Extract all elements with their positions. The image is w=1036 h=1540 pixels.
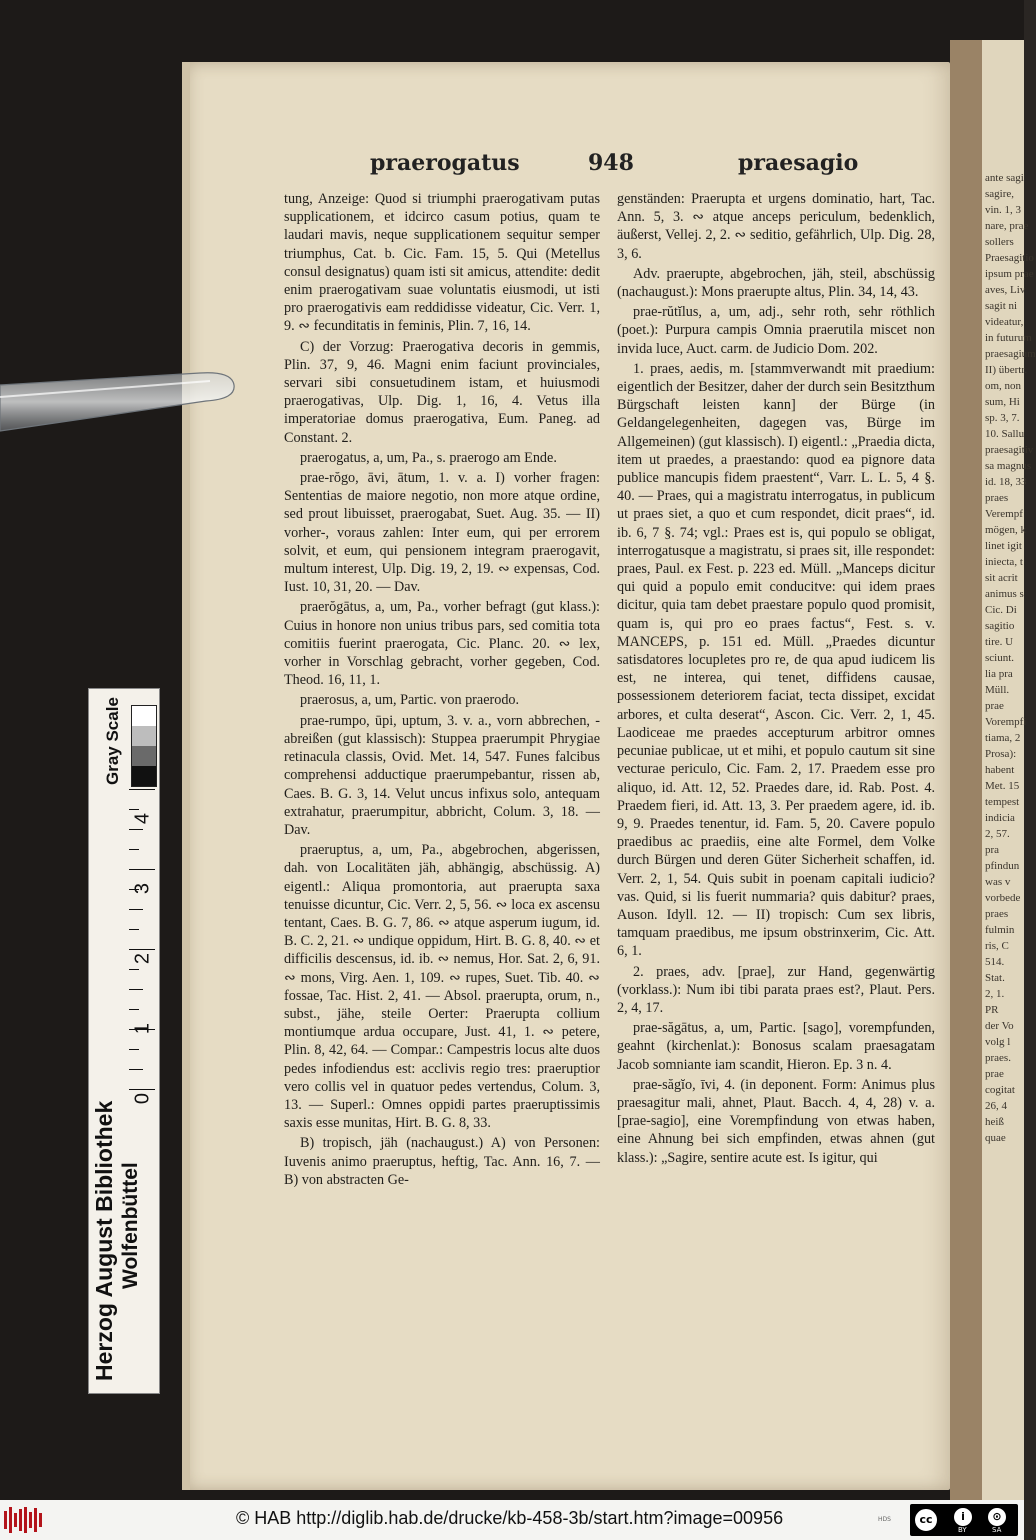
margin-fragment: der Vo: [985, 1020, 1014, 1032]
margin-fragment: vin. 1, 3: [985, 204, 1022, 216]
scale-number: 3: [131, 882, 154, 895]
margin-fragment: was v: [985, 876, 1011, 888]
header-left-word: praerogatus: [370, 150, 520, 176]
margin-fragment: praes: [985, 908, 1009, 920]
centimeter-ruler: [129, 789, 157, 1089]
margin-fragment: sollers: [985, 236, 1014, 248]
margin-fragment: tire. U: [985, 636, 1014, 648]
margin-fragment: volg l: [985, 1036, 1011, 1048]
margin-fragment: sagitio: [985, 620, 1015, 632]
margin-fragment: Prosa):: [985, 748, 1017, 760]
dictionary-entry: praerosus, a, um, Partic. von praerodo.: [300, 692, 520, 709]
cc-license-badge[interactable]: [910, 1504, 1018, 1536]
margin-fragment: cogitat: [985, 1084, 1015, 1096]
hab-logo-icon: [4, 1507, 44, 1533]
margin-fragment: praesagium: [985, 348, 1036, 360]
margin-fragment: linet igit: [985, 540, 1022, 552]
dictionary-entry: prae-rŭtĭlus, a, um, adj., sehr roth, sehr röthlich (poet.): Purpura campis Omnia praerutila miscet non invida luce, Auct. carm. de Judicio Dom. 202.: [617, 304, 935, 357]
margin-fragment: 10. Sallu: [985, 428, 1025, 440]
by-label: BY: [958, 1526, 967, 1534]
scale-number: 2: [131, 952, 154, 965]
margin-fragment: quae: [985, 1132, 1006, 1144]
margin-fragment: in futurum: [985, 332, 1032, 344]
margin-fragment: prae: [985, 700, 1004, 712]
by-icon: i: [952, 1506, 974, 1528]
color-calibration-scale: [88, 688, 160, 1394]
paragraph: C) der Vorzug: Praerogativa decoris in gemmis, Plin. 37, 9, 46. Magni enim faciunt provinciales, servari sibi consuetudinem istam, et huiusmodi praerogativas, Ulp. Dig. 1, 16, 4. Vetus illa imperatoriae domus praerogativa, Eum. Paneg. ad Constant. 2.: [284, 338, 600, 446]
scale-number: 4: [131, 812, 154, 825]
paragraph: tung, Anzeige: Quod si triumphi praerogativam putas supplicationem, et idcirco casum potius, quam te laudari mavis, neque supplicationem sequitur semper triumphus, Cat. b. Cic. Fam. 15, 5. Qui (Metellus consul designatus) quam isti sit amicus, attendite: dedit enim praerogativam suae voluntatis eiusmodi, ut isti pro praerogativis eam reddidisse videatur, Cic. Verr. 1, 9. ∾ fecunditatis in feminis, Plin. 7, 16, 14.: [284, 191, 600, 335]
footer-bar: [0, 1500, 1024, 1540]
margin-fragment: Vorempfi: [985, 716, 1027, 728]
margin-fragment: PR: [985, 1004, 999, 1016]
margin-fragment: praes: [985, 492, 1009, 504]
margin-fragment: vorbede: [985, 892, 1021, 904]
margin-fragment: praes.: [985, 1052, 1011, 1064]
sa-icon: ⊙: [986, 1506, 1008, 1528]
margin-fragment: sagit ni: [985, 300, 1018, 312]
dictionary-entry: 1. praes, aedis, m. [stammverwandt mit praedium: eigentlich der Besitzer, daher der durch sein Besitzthum Bürgschaft leisten kann] der Bürge (in Geldangelegenheiten, dagegen vas, Bürge im Allgemeinen) (gut klassisch). I) eigentl.: „Praedia dicta, item ut praedes, a praestando: quod ea pignore data publice mancupis fidem praestent“, Varr. L. L. 5, 4 §. 40. — Praes, qui a magistratu interrogatus, in publicum ut praes siet, a quo et cum respondet, dicit praes“, id. ib. 6, 7 §. 74; vgl.: Praes est is, qui populo se obligat, interrogatusque a magistratu, si praes sit, ille respondet: praes, Paul. ex Fest. p. 223 ed. Müll. „Manceps dicitur qui quid a populo emit conducitve: qui idem praes dicitur, quia tam debet praestare populo quod promisit, quam is, qui pro eo praes factus“, Fest. s. v. MANCEPS, p. 151 ed. Müll. „Praedes dicuntur satisdatores locupletes pro re, de qua apud iudicem lis est, ne interea, qui tenet, diffidens causae, possessionem deteriorem faciat, tecta dissipet, excidat arbores, et culta deserat“, Ascon. Cic. Verr. 2, 1, 45. Laodiceae me praedes accepturum arbitror omnes pecuniae publicae, ut et mihi, et populo cautum sit sine vecturae periculo, Cic. Fam. 2, 17. Praedem esse pro aliquo, id. Att. 12, 52. Praedes dare, id. Rab. Post. 4. Praedem fieri, id. Att. 13, 3. Per praedem agere, id. ib. 9, 9. Praedes tenentur, id. Fam. 5, 20. Cavere populo praedibus ac praediis, eine alte Formel, dem Volke durch Bürgen und deren Güter Sicherheit schaffen, id. Verr. 2, 1, 54. Quis subit in poenam capitali iudicio? vas. Quid, si lis fuerit nummaria? quis dabitur? praes, Auson. Idyll. 12. — II) tropisch: Cum sex libris, tamquam praedibus, me ipsum obstrinxerim, Cic. Att. 6, 1.: [617, 360, 935, 960]
margin-fragment: Stat.: [985, 972, 1005, 984]
margin-fragment: animus s: [985, 588, 1024, 600]
margin-fragment: pfindun: [985, 860, 1020, 872]
gray-scale-label: Gray Scale: [103, 697, 122, 785]
adjacent-page-margin-text: [985, 170, 1036, 1350]
institution-city: Wolfenbüttel: [119, 1162, 142, 1289]
margin-fragment: sp. 3, 7.: [985, 412, 1020, 424]
dictionary-entry: praeruptus, a, um, Pa., abgebrochen, abgerissen, dah. von Localitäten jäh, abhängig, abschüssig. A) eigentl.: Aliqua promontoria, aut praerupta saxa tenuisse dicuntur, Cic. Verr. 2, 5, 56. ∾ loca ex ascensu tentant, Caes. B. G. 7, 86. ∾ atque asperum iugum, id. B. C. 2, 21. ∾ undique oppidum, Hirt. B. G. 8, 40. ∾ et difficilis descensus, id. ib. ∾ nemus, Hor. Sat. 2, 6, 91. ∾ mons, Virg. Aen. 1, 109. ∾ rupes, Suet. Tib. 40. ∾ fossae, Tac. Hist. 2, 41. — Absol. praerupta, orum, n., subst., jähe, steile Oerter: Praerupta collium montiumque ardua occupare, Just. 41, 1. ∾ petere, Plin. 8, 42, 64. — Compar.: Campestris locus alte duos pedes infodiendus est: acclivis regio tres: praeruptior vero collis vel in quatuor pedes vertendus, Colum. 3, 13. — Superl.: Omnes oppidi partes praeruptissimis saxis esse munitas, Hirt. B. G. 8, 33.: [284, 842, 600, 1132]
institution-name: Herzog August Bibliothek: [91, 1100, 117, 1381]
margin-fragment: ante sagi: [985, 172, 1024, 184]
margin-fragment: habent: [985, 764, 1015, 776]
left-text-column: [284, 190, 600, 1191]
header-right-word: praesagio: [738, 150, 859, 176]
margin-fragment: nare, prae: [985, 220, 1029, 232]
margin-fragment: indicia: [985, 812, 1015, 824]
margin-fragment: 26, 4: [985, 1100, 1007, 1112]
margin-fragment: 514.: [985, 956, 1005, 968]
margin-fragment: om, non: [985, 380, 1022, 392]
cc-icon: cc: [913, 1507, 939, 1533]
margin-fragment: lia pra: [985, 668, 1013, 680]
dictionary-entry: prae-rumpo, ūpi, uptum, 3. v. a., vorn abbrechen, -abreißen (gut klassisch): Stuppea praerumpit Phrygiae retinacula classis, Ovid. Met. 14, 547. Funes falcibus comprehensi adductique praerumpebantur, rissen ab, Caes. B. G. 3, 14. Velut uncus infixus solo, antequam extrahatur, praerumpitur, abbricht, Colum. 3, 18. — Dav.: [284, 712, 600, 838]
margin-fragment: ris, C: [985, 940, 1009, 952]
margin-fragment: 2, 1.: [985, 988, 1005, 1000]
margin-fragment: Met. 15: [985, 780, 1020, 792]
margin-fragment: sa magnus: [985, 460, 1032, 472]
scale-number: 1: [131, 1022, 154, 1035]
right-text-column: [617, 190, 935, 1169]
margin-fragment: videatur,: [985, 316, 1024, 328]
margin-fragment: heiß: [985, 1116, 1004, 1128]
margin-fragment: sit acrit: [985, 572, 1018, 584]
dictionary-entry: prae-săgĭo, īvi, 4. (in deponent. Form: Animus plus praesagitur mali, ahnet, Plaut. Bacch. 4, 4, 28) v. a. [prae-sagio], eine Vorempfindung von etwas haben, eine Ahnung bei sich empfinden, etwas ahnen (gut klass.): „Sagire, sentire acute est. Is igitur, qui: [617, 1076, 935, 1166]
margin-fragment: sciunt.: [985, 652, 1015, 664]
margin-fragment: Praesagitio: [985, 252, 1034, 264]
running-header: [370, 150, 859, 184]
paragraph: B) tropisch, jäh (nachaugust.) A) von Personen: Iuvenis animo praeruptus, heftig, Tac. Ann. 16, 7. — B) von abstracten Ge-: [284, 1135, 600, 1188]
margin-fragment: iniecta, t: [985, 556, 1023, 568]
page-number: 948: [588, 150, 634, 176]
dictionary-entry: praerogatus, a, um, Pa., s. praerogo am Ende.: [300, 449, 557, 466]
margin-fragment: fulmin: [985, 924, 1015, 936]
margin-fragment: ipsum prae: [985, 268, 1034, 280]
margin-fragment: tiama, 2: [985, 732, 1021, 744]
margin-fragment: prae: [985, 1068, 1004, 1080]
dictionary-entry: Adv. praerupte, abgebrochen, jäh, steil, abschüssig (nachaugust.): Mons praerupte altus, Plin. 34, 14, 43.: [617, 265, 935, 301]
margin-fragment: sum, Hi: [985, 396, 1020, 408]
margin-fragment: id. 18, 33: [985, 476, 1027, 488]
margin-fragment: praesagitiv: [985, 444, 1034, 456]
margin-fragment: II) übertr.: [985, 364, 1028, 376]
dictionary-entry: prae-rŏgo, āvi, ātum, 1. v. a. I) vorher fragen: Sententias de maiore negotio, non more atque ordine, sed prout libuisset, praerogabat, Suet. Aug. 35. — II) vorher-, voraus zahlen: Inter eum, qui per errorem solvit, et eum, qui pensionem integram praerogavit, multum interest, Ulp. Dig. 19, 2, 19. ∾ expensas, Cod. Iust. 10, 31, 20. — Dav.: [284, 470, 600, 596]
sa-label: SA: [992, 1526, 1002, 1534]
margin-fragment: mögen, k: [985, 524, 1026, 536]
glass-pointer: [0, 355, 240, 435]
footer-small-mark: HDS: [878, 1516, 891, 1523]
paragraph: genständen: Praerupta et urgens dominatio, hart, Tac. Ann. 5, 3. ∾ atque anceps periculum, bedenklich, äußerst, Vellej. 2, 2. ∾ seditio, gefährlich, Ulp. Dig. 28, 3, 6.: [617, 191, 935, 262]
margin-fragment: Verempf: [985, 508, 1023, 520]
dictionary-entry: praerŏgātus, a, um, Pa., vorher befragt (gut klass.): Cuius in honore non unius tribus pars, sed comitia tota comitiis fuerint praerogata, Cic. Planc. 20. ∾ lex, vorher in Vorschlag gebracht, vorher gegeben, Cod. Theod. 16, 11, 1.: [284, 599, 600, 689]
gray-scale-patches: [131, 705, 157, 787]
margin-fragment: aves, Liv: [985, 284, 1026, 296]
margin-fragment: sagire,: [985, 188, 1015, 200]
margin-fragment: pra: [985, 844, 1000, 856]
dictionary-entry: 2. praes, adv. [prae], zur Hand, gegenwärtig (vorklass.): Num ibi tibi parata praes est?, Plaut. Pers. 2, 4, 17.: [617, 963, 935, 1016]
source-url-link[interactable]: © HAB http://diglib.hab.de/drucke/kb-458-3b/start.htm?image=00956: [236, 1508, 784, 1528]
margin-fragment: Cic. Di: [985, 604, 1017, 616]
margin-fragment: Müll.: [985, 684, 1010, 696]
scale-number: 0: [131, 1092, 154, 1105]
margin-fragment: tempest: [985, 796, 1020, 808]
dictionary-entry: prae-săgātus, a, um, Partic. [sago], vorempfunden, geahnt (kirchenlat.): Bonosus scalam praesagatam Jacob somniante iam scandit, Hieron. Ep. 3 n. 4.: [617, 1020, 935, 1073]
margin-fragment: 2, 57.: [985, 828, 1010, 840]
